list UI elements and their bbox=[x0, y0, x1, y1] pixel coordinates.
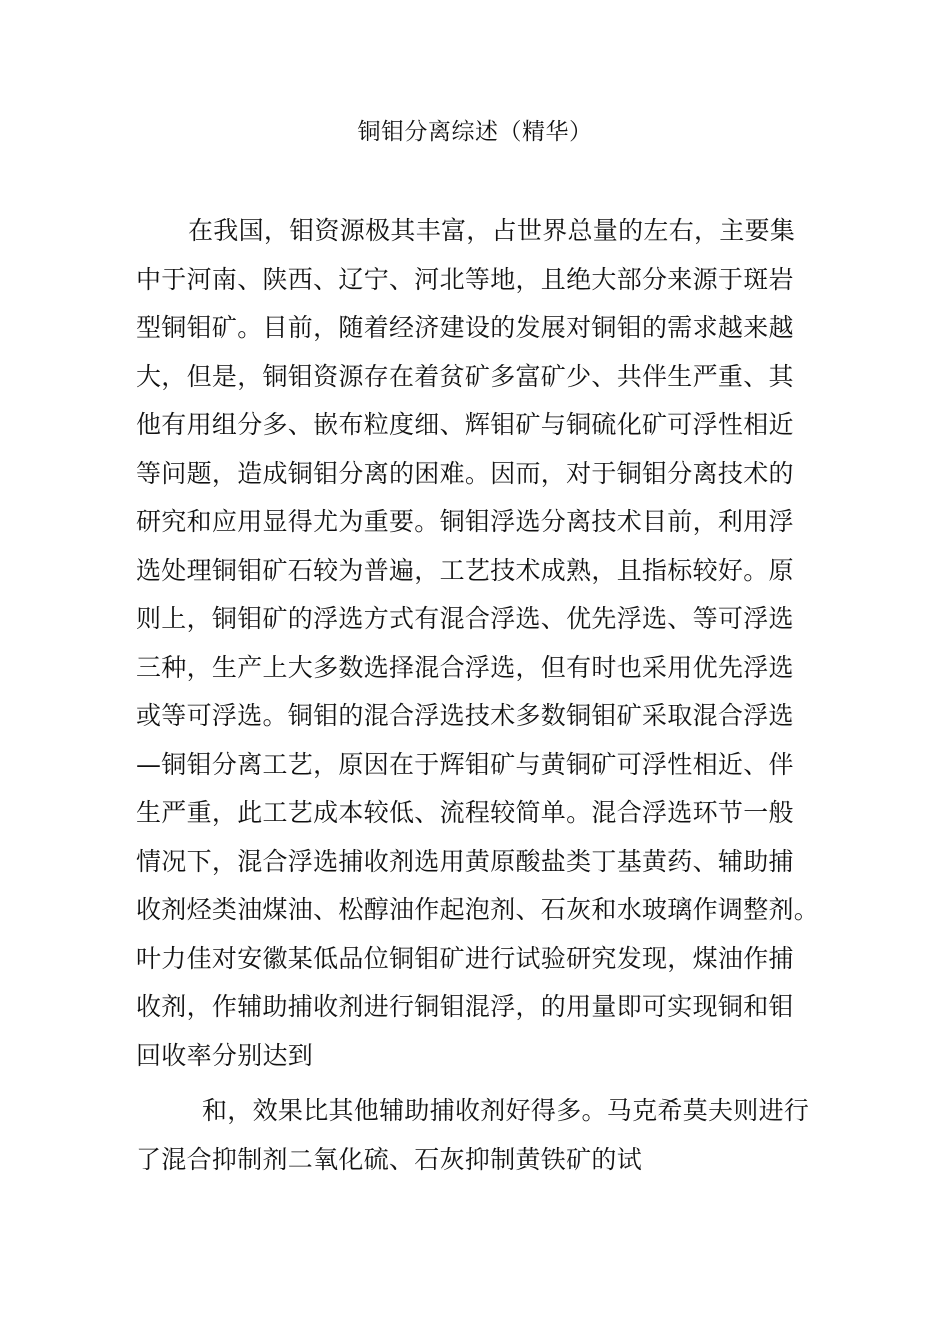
paragraph-line: 收剂烃类油煤油、松醇油作起泡剂、石灰和水玻璃作调整剂。 bbox=[136, 895, 820, 924]
paragraph-line: —铜钼分离工艺，原因在于辉钼矿与黄铜矿可浮性相近、伴 bbox=[136, 749, 794, 779]
paragraph-line: 中于河南、陕西、辽宁、河北等地，且绝大部分来源于斑岩 bbox=[136, 264, 794, 294]
paragraph-line: 生严重，此工艺成本较低、流程较简单。混合浮选环节一般 bbox=[136, 798, 794, 827]
paragraph-line: 三种，生产上大多数选择混合浮选，但有时也采用优先浮选 bbox=[136, 652, 794, 682]
paragraph-2 bbox=[136, 1087, 826, 1184]
paragraph-line: 选处理铜钼矿石较为普遍，工艺技术成熟，且指标较好。原 bbox=[136, 555, 794, 585]
paragraph-line: 或等可浮选。铜钼的混合浮选技术多数铜钼矿采取混合浮选 bbox=[136, 701, 794, 730]
paragraph-line: 在我国，钼资源极其丰富，占世界总量的左右，主要集 bbox=[188, 216, 796, 245]
paragraph-line: 型铜钼矿。目前，随着经济建设的发展对铜钼的需求越来越 bbox=[136, 313, 794, 342]
paragraph-line: 收剂，作辅助捕收剂进行铜钼混浮，的用量即可实现铜和钼 bbox=[136, 992, 794, 1021]
paragraph-1 bbox=[136, 207, 826, 1080]
paragraph-line: 大，但是，铜钼资源存在着贫矿多富矿少、共伴生严重、其 bbox=[136, 361, 794, 391]
paragraph-line: 和，效果比其他辅助捕收剂好得多。马克希莫夫则进行 bbox=[202, 1096, 810, 1125]
paragraph-line: 研究和应用显得尤为重要。铜钼浮选分离技术目前，利用浮 bbox=[136, 507, 794, 536]
paragraph-line: 他有用组分多、嵌布粒度细、辉钼矿与铜硫化矿可浮性相近 bbox=[136, 410, 794, 439]
paragraph-line: 情况下，混合浮选捕收剂选用黄原酸盐类丁基黄药、辅助捕 bbox=[136, 846, 794, 876]
paragraph-line: 回收率分别达到 bbox=[136, 1040, 314, 1070]
paragraph-line: 则上，铜钼矿的浮选方式有混合浮选、优先浮选、等可浮选 bbox=[136, 604, 794, 633]
paragraph-line: 叶力佳对安徽某低品位铜钼矿进行试验研究发现，煤油作捕 bbox=[136, 943, 794, 973]
paragraph-line: 等问题，造成铜钼分离的困难。因而，对于铜钼分离技术的 bbox=[136, 458, 794, 488]
document-title: 铜钼分离综述（精华） bbox=[357, 119, 593, 145]
paragraph-line: 了混合抑制剂二氧化硫、石灰抑制黄铁矿的试 bbox=[136, 1144, 643, 1174]
